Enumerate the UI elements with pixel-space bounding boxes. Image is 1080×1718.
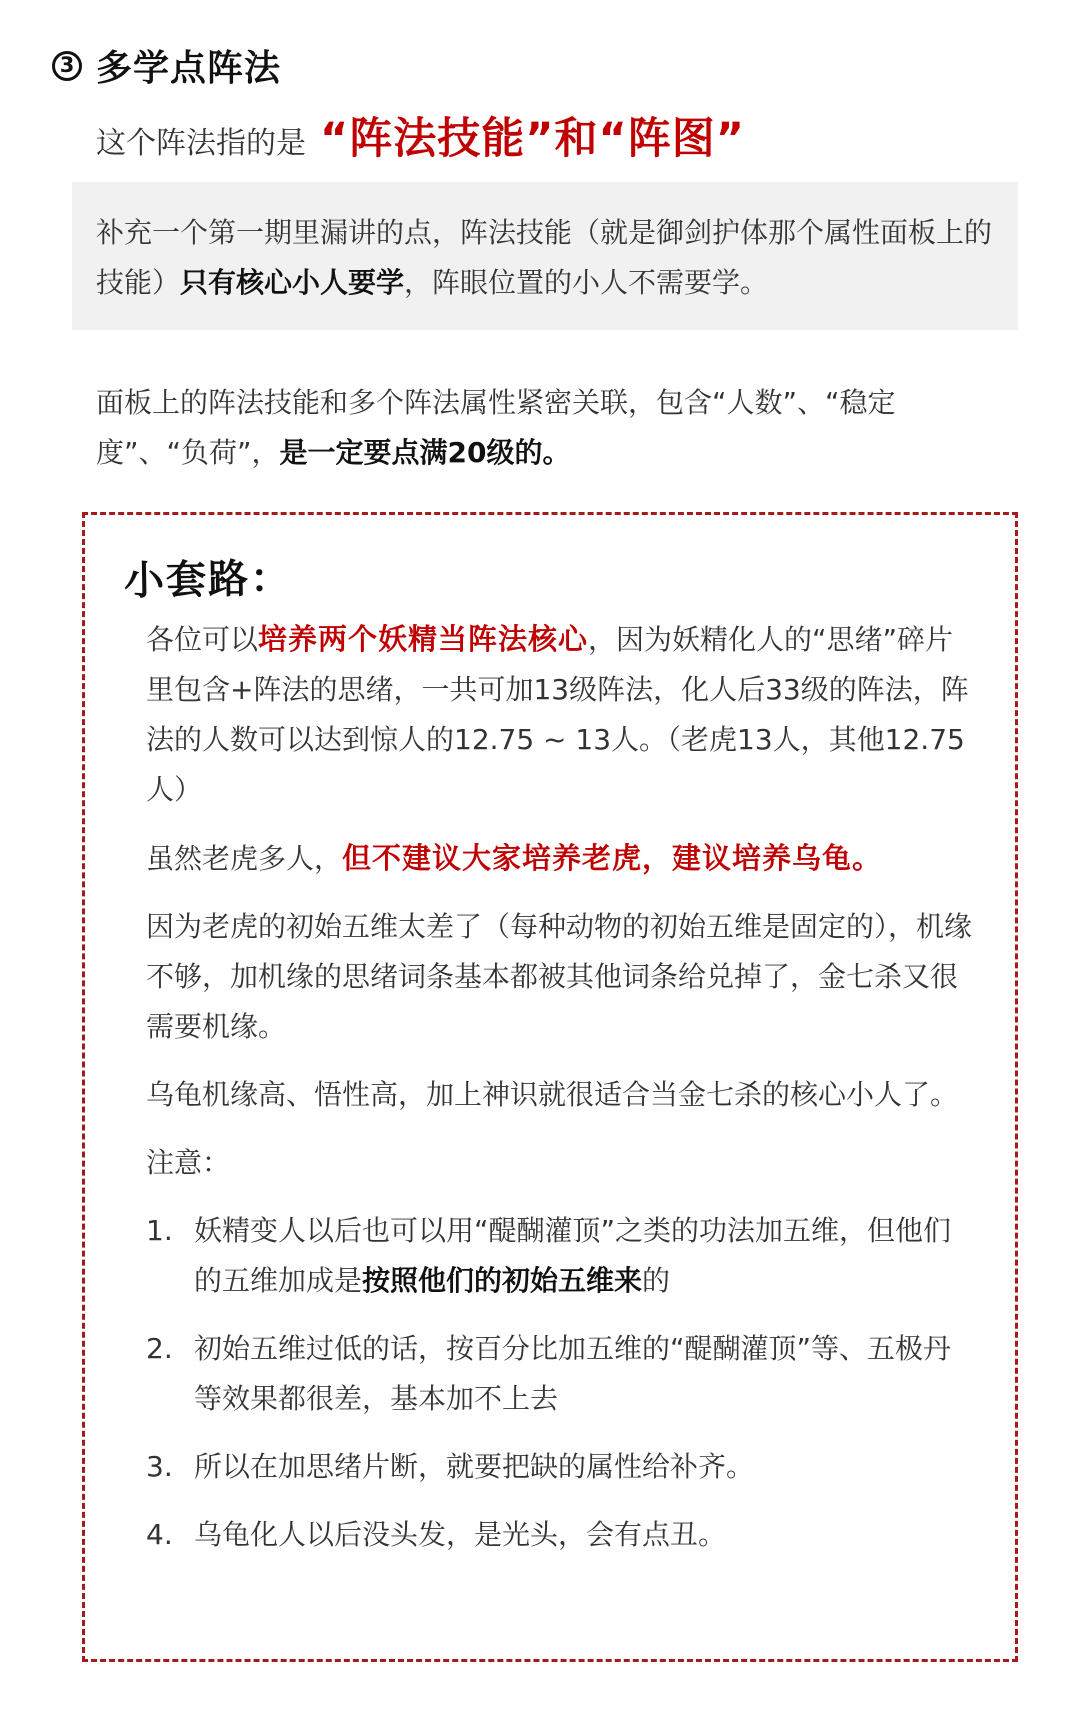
tip-body: [146, 614, 976, 1560]
panel-note-bold: 是一定要点满20级的。: [279, 436, 571, 469]
list-item-text: 所以在加思绪片断，就要把缺的属性给补齐。: [194, 1450, 755, 1483]
tip-paragraph-4: 乌龟机缘高、悟性高，加上神识就很适合当金七杀的核心小人了。: [146, 1078, 959, 1111]
list-item-text-a: 妖精变人以后也可以用“醍醐灌顶”之类的功法加五维，但他们的五维加成是: [194, 1214, 952, 1297]
list-item-number: 1.: [146, 1214, 173, 1247]
tip-p1-text-b: ，因为妖精化人的“思绪”碎片里包含+阵法的思绪，一共可加13级阵法，化人后33级的阵法，阵法的人数可以达到惊人的12.75 ~ 13人。（老虎13人，其他12.75人）: [146, 623, 969, 806]
supplement-text-b: ，阵眼位置的小人不需要学。: [404, 266, 769, 299]
tip-p1-text-a: 各位可以: [146, 623, 259, 656]
tip-p1-red: 培养两个妖精当阵法核心: [258, 622, 589, 656]
tip-paragraph-2: [146, 833, 976, 884]
section-heading: [52, 40, 281, 91]
list-item-text: 乌龟化人以后没头发，是光头，会有点丑。: [194, 1518, 727, 1551]
list-item: [146, 1442, 976, 1492]
list-item-number: 4.: [146, 1518, 173, 1551]
list-item: [146, 1206, 976, 1306]
list-item-number: 3.: [146, 1450, 173, 1483]
intro-emphasis: “阵法技能”和“阵图”: [320, 114, 746, 164]
list-item-bold: 按照他们的初始五维来: [362, 1264, 643, 1297]
list-item: [146, 1324, 976, 1424]
intro-text: 这个阵法指的是: [96, 126, 306, 161]
tip-paragraph-3: 因为老虎的初始五维太差了（每种动物的初始五维是固定的），机缘不够，加机缘的思绪词条基本都被其他词条给兑掉了，金七杀又很需要机缘。: [146, 910, 973, 1043]
list-item-text: [194, 1206, 976, 1306]
tip-paragraph-1: [146, 614, 976, 815]
tip-title: 小套路：: [123, 555, 293, 605]
list-item: [146, 1510, 976, 1560]
tip-note-label: 注意：: [146, 1146, 231, 1179]
tip-note-list: [146, 1206, 976, 1560]
list-item-text: 初始五维过低的话，按百分比加五维的“醍醐灌顶”等、五极丹等效果都很差，基本加不上去: [194, 1332, 952, 1415]
supplement-text: [96, 208, 1016, 308]
tip-p2-red: 但不建议大家培养老虎，建议培养乌龟。: [342, 841, 883, 875]
section-title: 多学点阵法: [96, 48, 282, 89]
supplement-bold: 只有核心小人要学: [180, 266, 405, 299]
list-item-number: 2.: [146, 1332, 173, 1365]
panel-note-text: 面板上的阵法技能和多个阵法属性紧密关联，包含“人数”、“稳定度”、“负荷”，: [96, 386, 896, 469]
section-number-badge: 3: [52, 51, 82, 81]
list-item-text-b: 的: [642, 1264, 671, 1297]
panel-note-paragraph: [96, 378, 996, 478]
intro-line: [96, 105, 745, 166]
tip-p2-text-a: 虽然老虎多人，: [146, 842, 343, 875]
supplement-text-a: 补充一个第一期里漏讲的点，阵法技能（就是御剑护体那个属性面板上的技能）: [96, 216, 993, 299]
